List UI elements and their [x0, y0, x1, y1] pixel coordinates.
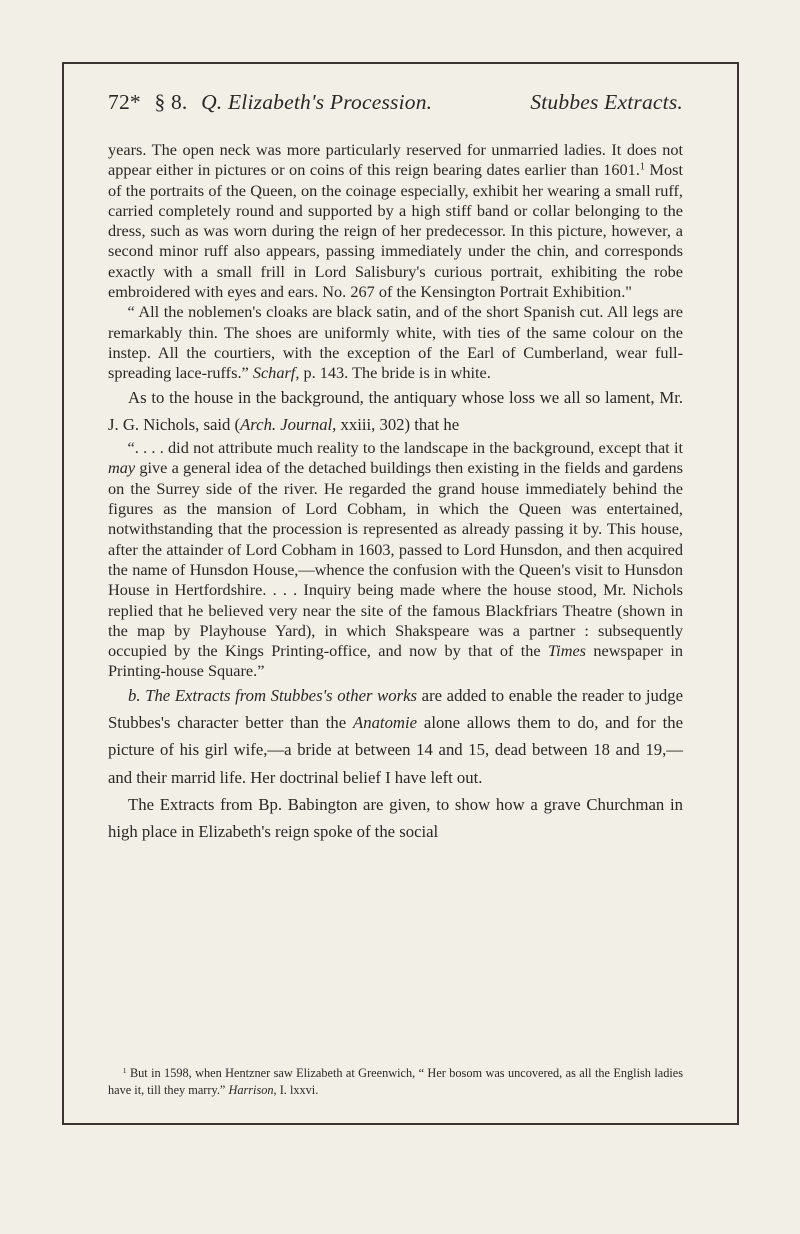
paragraph-1-text-a: years. The open neck was more particularly reserved for unmarried ladies. It does not appear either in pictures or on coins of this reign bearing dates earlier than 1601.	[108, 140, 683, 180]
footnote-1	[108, 1065, 683, 1099]
page-number: 72*	[108, 90, 141, 114]
emphasis-times: Times	[548, 641, 587, 661]
paragraph-6-text: The Extracts from Bp. Babington are given, to show how a grave Churchman in high place in Elizabeth's reign spoke of the social	[108, 794, 683, 842]
paragraph-2	[108, 302, 683, 383]
footnote-text-b: I. lxxvi.	[276, 1083, 319, 1097]
paragraph-1-text-b: Most of the portraits of the Queen, on the coinage especially, exhibit her wearing a small ruff, carried completely round and supported by a high stiff band or collar belonging to the dress, such as was worn during the reign of her predecessor. In this picture, however, a second minor ruff also appears, passing immediately under the chin, and corresponds exactly with a small frill in Lord Salisbury's curious portrait, exhibiting the robe embroidered with eyes and ears. No. 267 of the Kensington Portrait Exhibition."	[108, 160, 683, 302]
paragraph-4-text-b: give a general idea of the detached buildings then existing in the fields and gardens on the Surrey side of the river. He regarded the grand house immediately behind the figures as the mansion of Lord Cobham, in which the Queen was entertained, notwithstanding that the procession is represented as already passing it by. This house, after the attainder of Lord Cobham in 1603, passed to Lord Hunsdon, and then acquired the name of Hunsdon House,—whence the confusion with the Queen's visit to Hunsdon House in Hertfordshire. . . . Inquiry being made where the house stood, Mr. Nichols replied that he believed very near the site of the famous Blackfriars Theatre (shown in the map by Playhouse Yard), in which Shakspeare was a partner : subsequently occupied by the Kings Printing-office, and now by that of the	[108, 458, 683, 661]
emphasis-anatomie: Anatomie	[353, 713, 418, 733]
paragraph-2-text-a: “ All the noblemen's cloaks are black satin, and of the short Spanish cut. All legs are remarkably thin. The shoes are uniformly white, with ties of the same colour on the instep. All the courtiers, with the exception of the Earl of Cumberland, wear full-spreading lace-ruffs.”	[108, 302, 683, 383]
emphasis-may: may	[108, 458, 136, 478]
footnotes	[108, 1065, 683, 1099]
frame-rule-right	[737, 62, 739, 1125]
paragraph-3-text-a: As to the house in the background, the antiquary whose loss we all so lament, Mr. J. G. Nichols, said (	[108, 387, 683, 434]
paragraph-5-text-a: are added to enable the reader to judge Stubbes's character better than the	[108, 685, 683, 733]
paragraph-6	[108, 791, 683, 846]
paragraph-5-text-b: alone allows them to do, and for the picture of his girl wife,—a bride at between 14 and 15, dead between 18 and 19,—and their marrid life. Her doctrinal belief I have left out.	[108, 713, 683, 787]
frame-rule-left	[62, 62, 64, 1125]
citation-harrison: Harrison,	[228, 1083, 277, 1097]
subsection-label: b.	[128, 685, 141, 705]
paragraph-4-quotation	[108, 438, 683, 682]
paragraph-3-text-b: xxiii, 302) that he	[336, 414, 460, 434]
main-text	[108, 140, 683, 846]
paragraph-1	[108, 140, 683, 302]
citation-scharf: Scharf,	[252, 363, 300, 383]
citation-arch-journal: Arch. Journal,	[240, 414, 337, 434]
footnote-mark: 1	[122, 1065, 127, 1075]
frame-rule-top	[62, 62, 738, 64]
paragraph-4-text-a: “. . . . did not attribute much reality to the landscape in the background, except that it	[127, 438, 683, 458]
running-header	[108, 90, 683, 124]
frame-rule-bottom	[62, 1123, 739, 1125]
header-subtitle: Stubbes Extracts.	[530, 90, 683, 114]
paragraph-2-text-b: p. 143. The bride is in white.	[299, 363, 491, 383]
paragraph-4-text-c: newspaper in Printing-house Square.”	[108, 641, 683, 681]
footnote-ref: 1	[639, 161, 645, 173]
section-number: § 8.	[154, 90, 188, 114]
subsection-title: The Extracts from Stubbes's other works	[145, 685, 418, 705]
paragraph-3	[108, 384, 683, 439]
footnote-text-a: But in 1598, when Hentzner saw Elizabeth at Greenwich, “ Her bosom was uncovered, as all the English ladies have it, till they marry.”	[108, 1066, 683, 1097]
paragraph-5	[108, 682, 683, 791]
header-title: Q. Elizabeth's Procession.	[201, 90, 433, 114]
